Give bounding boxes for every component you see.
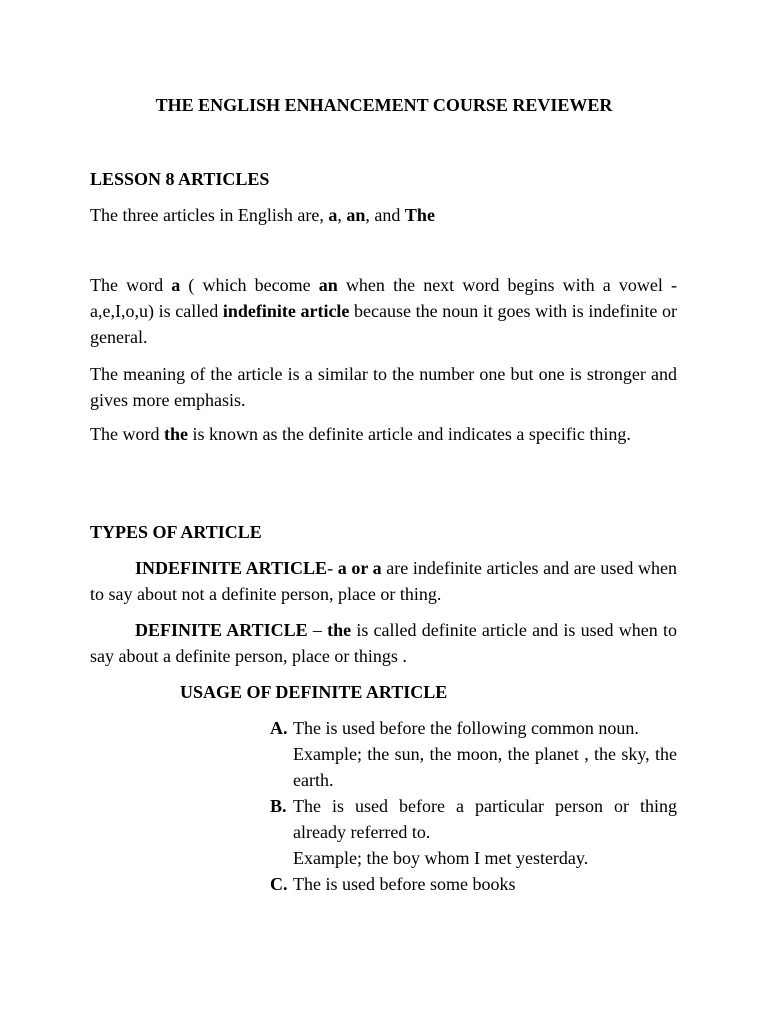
usage-list [270, 715, 677, 897]
intro-prefix: The three articles in English are, [90, 205, 329, 225]
usage-item-c [270, 871, 677, 897]
indef-t4: because the noun it goes with is indefinite or general. [90, 301, 677, 347]
lesson-heading: LESSON 8 ARTICLES [90, 169, 270, 189]
indef-t1: The word [90, 275, 172, 295]
indef-an: an [318, 275, 338, 295]
article-an: an [346, 205, 366, 225]
usage-heading: USAGE OF DEFINITE ARTICLE [180, 682, 448, 702]
usage-text: The is used before a particular person or thing already referred to. [293, 796, 677, 842]
definite-paragraph [90, 421, 677, 447]
def-t1: The word [90, 424, 164, 444]
usage-example: Example; the sun, the moon, the planet , the sky, the earth. [293, 744, 677, 790]
indefinite-article-label: INDEFINITE ARTICLE [135, 558, 328, 578]
usage-item-a [270, 715, 677, 793]
usage-example: Example; the boy whom I met yesterday. [293, 848, 589, 868]
types-heading: TYPES OF ARTICLE [90, 522, 262, 542]
indefinite-article-words: a or a [337, 558, 382, 578]
intro-sep1: , [337, 205, 347, 225]
definite-article-dash: – [307, 620, 328, 640]
def-the: the [163, 424, 188, 444]
indef-t3: when the next word begins with a vowel -a,e,I,o,u) is called [90, 275, 677, 321]
definite-article-paragraph [90, 617, 677, 669]
definite-article-label: DEFINITE ARTICLE [135, 620, 308, 640]
meaning-paragraph: The meaning of the article is a similar to the number one but one is stronger and gives more emphasis. [90, 364, 677, 410]
indefinite-paragraph [90, 272, 677, 350]
definite-article-word: the [327, 620, 352, 640]
article-a: a [328, 205, 338, 225]
usage-marker: A. [270, 718, 288, 738]
document-page [90, 0, 677, 1024]
indef-t2: ( which become [180, 275, 319, 295]
usage-text: The is used before the following common noun. [293, 718, 639, 738]
usage-marker: C. [270, 874, 288, 894]
indefinite-article-dash: - [327, 558, 338, 578]
def-t2: is known as the definite article and indicates a specific thing. [187, 424, 631, 444]
definite-article-text: is called definite article and is used when to say about a definite person, place or things . [90, 620, 677, 666]
indef-a: a [171, 275, 181, 295]
intro-paragraph [90, 202, 677, 228]
intro-sep2: , and [365, 205, 405, 225]
usage-item-b [270, 793, 677, 871]
indef-term: indefinite article [222, 301, 350, 321]
article-the: The [404, 205, 435, 225]
indefinite-article-paragraph [90, 555, 677, 607]
usage-marker: B. [270, 796, 287, 816]
indefinite-article-text: are indefinite articles and are used when to say about not a definite person, place or thing. [90, 558, 677, 604]
usage-text: The is used before some books [293, 874, 516, 894]
document-title: THE ENGLISH ENHANCEMENT COURSE REVIEWER [155, 95, 613, 115]
